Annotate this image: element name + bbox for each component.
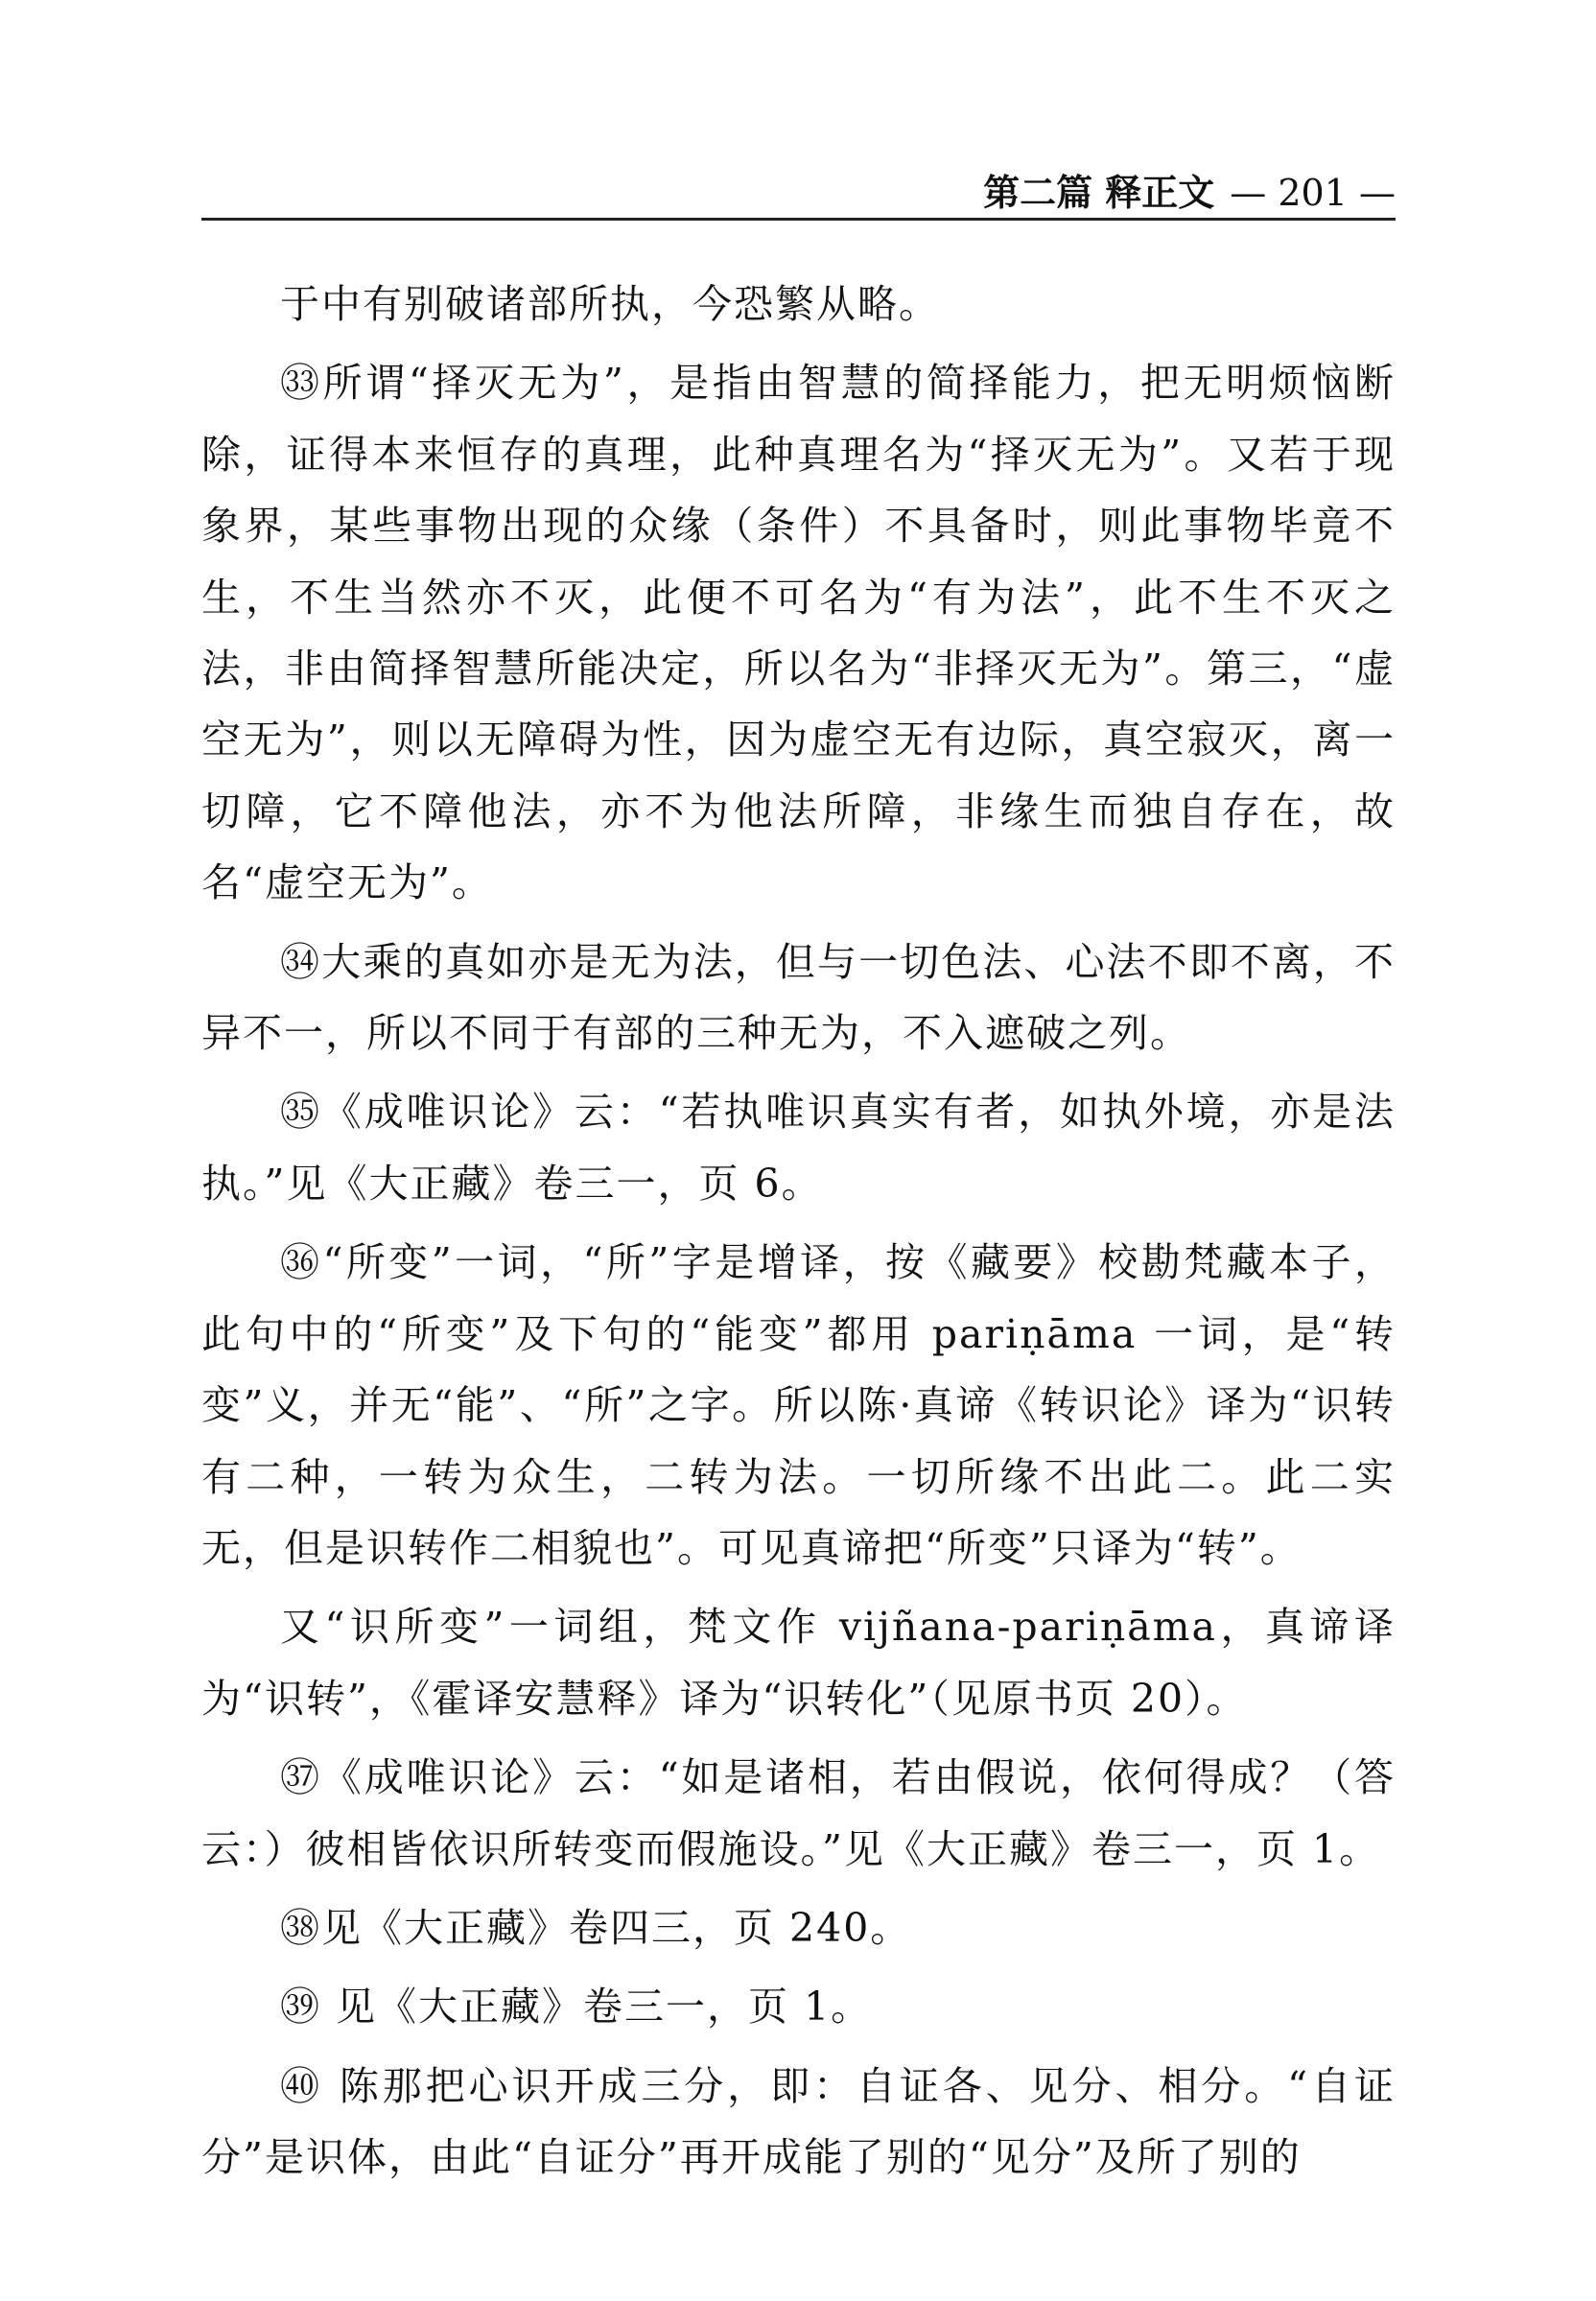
note-39: ㊴ 见《大正藏》卷三一，页 1。 <box>280 1984 873 2031</box>
note-36: ㊱“所变”一词，“所”字是增译，按《藏要》校勘梵藏本子，此句中的“所变”及下句的“能变”都用 pariṇāma 一词，是“转变”义，并无“能”、“所”之字。所以陈·真谛《转识论》译为“识转有二种，一转为众生，二转为法。一切所缘不出此二。此二实无，但是识转作二相貌也”。可见真谛把“所变”只译为“转”。 <box>201 1239 1396 1571</box>
note-34: ㉞大乘的真如亦是无为法，但与一切色法、心法不即不离，不异不一，所以不同于有部的三种无为，不入遮破之列。 <box>201 938 1396 1057</box>
body-text <box>201 269 1396 2194</box>
running-header <box>201 168 1396 221</box>
page-number: — 201 — <box>1230 172 1396 214</box>
paragraph-continuation: 于中有别破诸部所执，今恐繁从略。 <box>280 281 940 327</box>
note-33: ㉝所谓“择灭无为”，是指由智慧的简择能力，把无明烦恼断除，证得本来恒存的真理，此种真理名为“择灭无为”。又若于现象界，某些事物出现的众缘（条件）不具备时，则此事物毕竟不生，不生当然亦不灭，此便不可名为“有为法”，此不生不灭之法，非由简择智慧所能决定，所以名为“非择灭无为”。第三，“虚空无为”，则以无障碍为性，因为虚空无有边际，真空寂灭，离一切障，它不障他法，亦不为他法所障，非缘生而独自存在，故名“虚空无为”。 <box>201 360 1396 906</box>
chapter-title: 第二篇 释正文 <box>983 171 1215 214</box>
note-36-continued: 又“识所变”一词组，梵文作 vijñana-pariṇāma，真谛译为“识转”，《霍译安慧释》译为“识转化”（见原书页 20）。 <box>201 1604 1396 1722</box>
note-40: ㊵ 陈那把心识开成三分，即：自证各、见分、相分。“自证分”是识体，由此“自证分”再开成能了别的“见分”及所了别的 <box>201 2062 1396 2181</box>
note-35: ㉟《成唯识论》云：“若执唯识真实有者，如执外境，亦是法执。”见《大正藏》卷三一，页 6。 <box>201 1089 1396 1207</box>
note-37: ㊲《成唯识论》云：“如是诸相，若由假说，依何得成？（答云：）彼相皆依识所转变而假施设。”见《大正藏》卷三一，页 1。 <box>201 1754 1396 1872</box>
note-38: ㊳见《大正藏》卷四三，页 240。 <box>280 1904 912 1951</box>
